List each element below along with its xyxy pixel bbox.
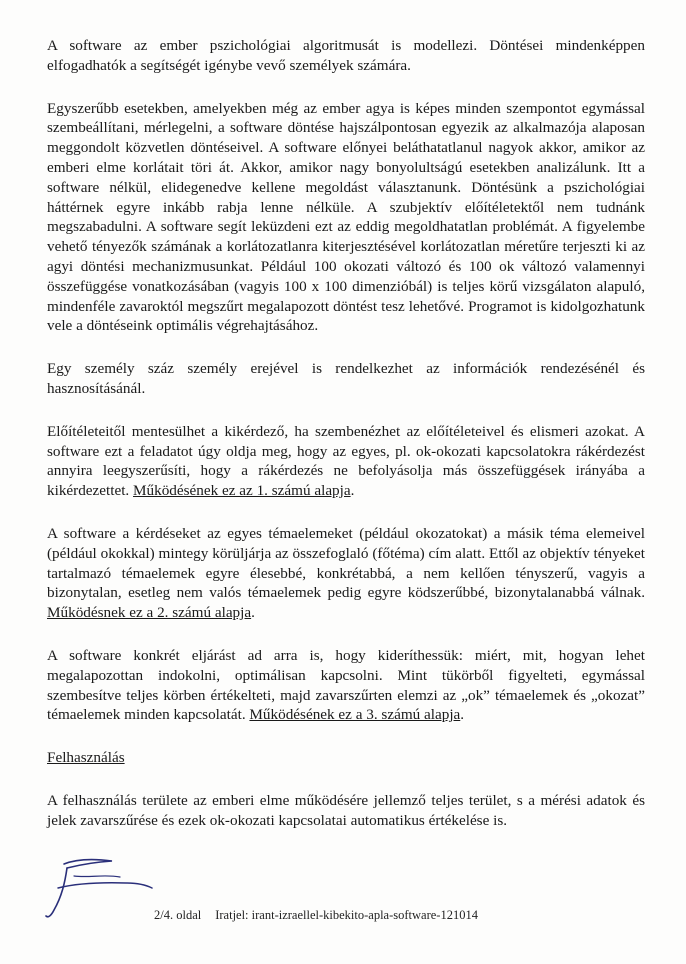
paragraph-6: A software konkrét eljárást ad arra is, hogy kideríthessük: miért, mit, hogyan lehet megalapozottan indokolni, optimálisan kapcsolni. Mint tükörből figyelteti, egymással szembesítve teljes körben értékelteti, majd zavarszűrten elemzi az „ok” témaelemek és „okozat” témaelemek minden kapcsolatát. Működésének ez a 3. számú alapja. (47, 646, 645, 724)
basis-2-underlined: Működésnek ez a 2. számú alapja (47, 604, 252, 622)
paragraph-3: Egy személy száz személy erejével is rendelkezhet az információk rendezésénél és hasznosításánál. (47, 360, 645, 397)
paragraph-4: Előítéleteitől mentesülhet a kikérdező, ha szembenézhet az előítéleteivel és elismeri azokat. A software ezt a feladatot úgy oldja meg, hogy az egyes, pl. ok-okozati kapcsolatokra rákérdezést annyira leegyszerűsíti, hogy a rákérdezés ne befolyásolja más összefüggések irányába a kikérdezettet. Működésének ez az 1. számú alapja. (47, 422, 645, 500)
basis-3-underlined: Működésének ez a 3. számú alapja (249, 706, 461, 724)
section-heading: Felhasználás (47, 749, 125, 767)
paragraph-2: Egyszerűbb esetekben, amelyekben még az ember agya is képes minden szempontot egymással szembeállítani, mérlegelni, a software döntése hajszálpontosan egyezik az alkalmazója alaposan meggondolt közvetlen döntéseivel. A software előnyei beláthatatlanul nagyok akkor, amikor az emberi elme korlátait töri át. Akkor, amikor nagy bonyolultságú esetekben analizálunk. Itt a software nélkül, elidegenedve kellene megoldást választanunk. Döntésünk a pszichológiai háttérnek egyre inkább rabja lenne nélküle. A szubjektív előítéletektől nem tudnánk megszabadulni. A software segít leküzdeni ezt az eddig megoldhatatlan problémát. A figyelembe vehető tényezők számának a korlátozatlanra kiterjesztésével korlátozatlan méretűre terjeszti ki az agyi döntési mechanizmusunkat. Például 100 okozati változó és 100 ok változó valamennyi összefüggése vonatkozásában (vagyis 100 x 100 dimenzióbál) is teljes körű vizsgálaton alapuló, mindenféle zavaroktól megszűrt megalapozott döntést tesz lehetővé. Programot is kidolgozhatunk vele a döntéseink optimális végrehajtásához. (47, 99, 645, 335)
paragraph-5: A software a kérdéseket az egyes témaelemeket (például okozatokat) a másik téma elemeivel (például okokkal) mintegy körüljárja az összefoglaló (főtéma) cím alatt. Ettől az objektív tényeket tartalmazó témaelemek egyre élesebbé, konkrétabbá, a nem kellően tényszerű, vagyis a bizonytalan, esetleg nem valós témaelemek pedig egyre ködszerűbbé, bizonytalanabbá válnak. Működésnek ez a 2. számú alapja. (47, 524, 645, 622)
handwritten-signature (34, 852, 164, 924)
paragraph-5-text: A software a kérdéseket az egyes témaelemeket (például okozatokat) a másik téma elemeivel (például okokkal) mintegy körüljárja az összefoglaló (főtéma) cím alatt. Ettől az objektív tényeket tartalmazó témaelemek egyre élesebbé, konkrétabbá, a nem kellően tényszerű, vagyis a bizonytalan, esetleg nem valós témaelemek pedig egyre ködszerűbbé, bizonytalanabbá válnak. (47, 524, 645, 602)
document-reference: Iratjel: irant-izraellel-kibekito-apla-software-121014 (215, 908, 478, 922)
paragraph-4-text: Előítéleteitől mentesülhet a kikérdező, ha szembenézhet az előítéleteivel és elismeri azokat. A software ezt a feladatot úgy oldja meg, hogy az egyes, pl. ok-okozati kapcsolatokra rákérdezést annyira leegyszerűsíti, hogy a rákérdezés ne befolyásolja más összefüggések irányába a kikérdezettet. (47, 422, 645, 500)
paragraph-7: A felhasználás területe az emberi elme működésére jellemző teljes terület, s a mérési adatok és jelek zavarszűrése és ezek ok-okozati kapcsolatai automatikus értékelése is. (47, 791, 645, 829)
paragraph-1: A software az ember pszichológiai algoritmusát is modellezi. Döntései mindenképpen elfogadhatók a segítségét igénybe vevő személyek számára. (47, 37, 645, 74)
basis-1-underlined: Működésének ez az 1. számú alapja (133, 482, 351, 500)
document-body (47, 36, 645, 854)
paragraph-6-text: A software konkrét eljárást ad arra is, hogy kideríthessük: miért, mit, hogyan lehet megalapozottan indokolni, optimálisan kapcsolni. Mint tükörből figyelteti, egymással szembesítve teljes körben értékelteti, majd zavarszűrten elemzi az „ok” témaelemek és „okozat” témaelemek minden kapcsolatát. (47, 646, 645, 724)
page-footer (154, 908, 478, 923)
page-number: 2/4. oldal (154, 908, 202, 922)
